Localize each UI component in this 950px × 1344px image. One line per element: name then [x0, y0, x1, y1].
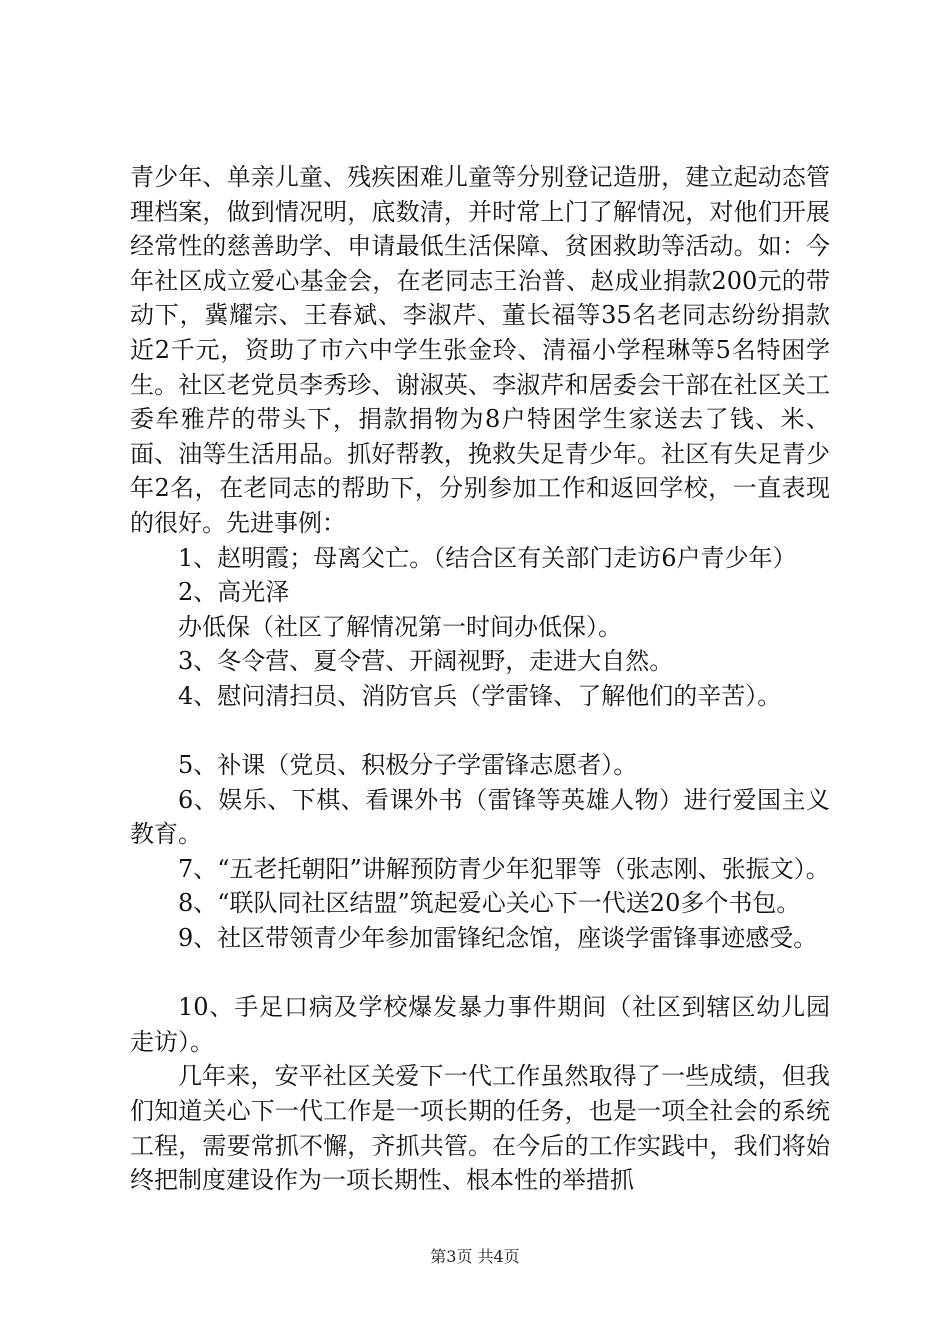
list-item-7: 7、“五老托朝阳”讲解预防青少年犯罪等（张志刚、张振文）。	[178, 854, 830, 883]
page-footer: 第3页 共4页	[430, 1247, 520, 1266]
list-item-1: 1、赵明霞；母离父亡。（结合区有关部门走访6户青少年）	[178, 543, 797, 572]
blank-line	[130, 714, 830, 749]
paragraph-intro: 青少年、单亲儿童、残疾困难儿童等分别登记造册，建立起动态管理档案，做到情况明，底数清，并时常上门了解情况，对他们开展经常性的慈善助学、申请最低生活保障、贫困救助等活动。如：今年社区成立爱心基金会，在老同志王治普、赵成业捐款200元的带动下，冀耀宗、王春斌、李淑芹、董长福等35名老同志纷纷捐款近2千元，资助了市六中学生张金玲、清福小学程琳等5名特困学生。社区老党员李秀珍、谢淑英、李淑芹和居委会干部在社区关工委牟雅芹的带头下，捐款捐物为8户特困学生家送去了钱、米、面、油等生活用品。抓好帮教，挽救失足青少年。社区有失足青少年2名，在老同志的帮助下，分别参加工作和返回学校，一直表现的很好。先进事例：	[130, 163, 830, 537]
list-item-5: 5、补课（党员、积极分子学雷锋志愿者）。	[178, 751, 638, 780]
list-item-3: 3、冬令营、夏令营、开阔视野，走进大自然。	[178, 647, 674, 676]
list-item-8: 8、“联队同社区结盟”筑起爱心关心下一代送20多个书包。	[178, 889, 801, 918]
list-item-2: 2、高光泽	[178, 578, 290, 607]
paragraph-conclusion: 几年来，安平社区关爱下一代工作虽然取得了一些成绩，但我们知道关心下一代工作是一项长期的任务，也是一项全社会的系统工程，需要常抓不懈，齐抓共管。在今后的工作实践中，我们将始终把制度建设作为一项长期性、根本性的举措抓	[130, 1062, 830, 1195]
document-body	[130, 160, 830, 1198]
list-item-9: 9、社区带领青少年参加雷锋纪念馆，座谈学雷锋事迹感受。	[178, 924, 818, 953]
list-item-2-detail: 办低保（社区了解情况第一时间办低保）。	[178, 612, 622, 641]
blank-line	[130, 956, 830, 991]
list-item-4: 4、慰问清扫员、消防官兵（学雷锋、了解他们的辛苦）。	[178, 681, 782, 710]
list-item-10: 10、手足口病及学校爆发暴力事件期间（社区到辖区幼儿园走访）。	[130, 993, 830, 1056]
list-item-6: 6、娱乐、下棋、看课外书（雷锋等英雄人物）进行爱国主义教育。	[130, 785, 830, 849]
